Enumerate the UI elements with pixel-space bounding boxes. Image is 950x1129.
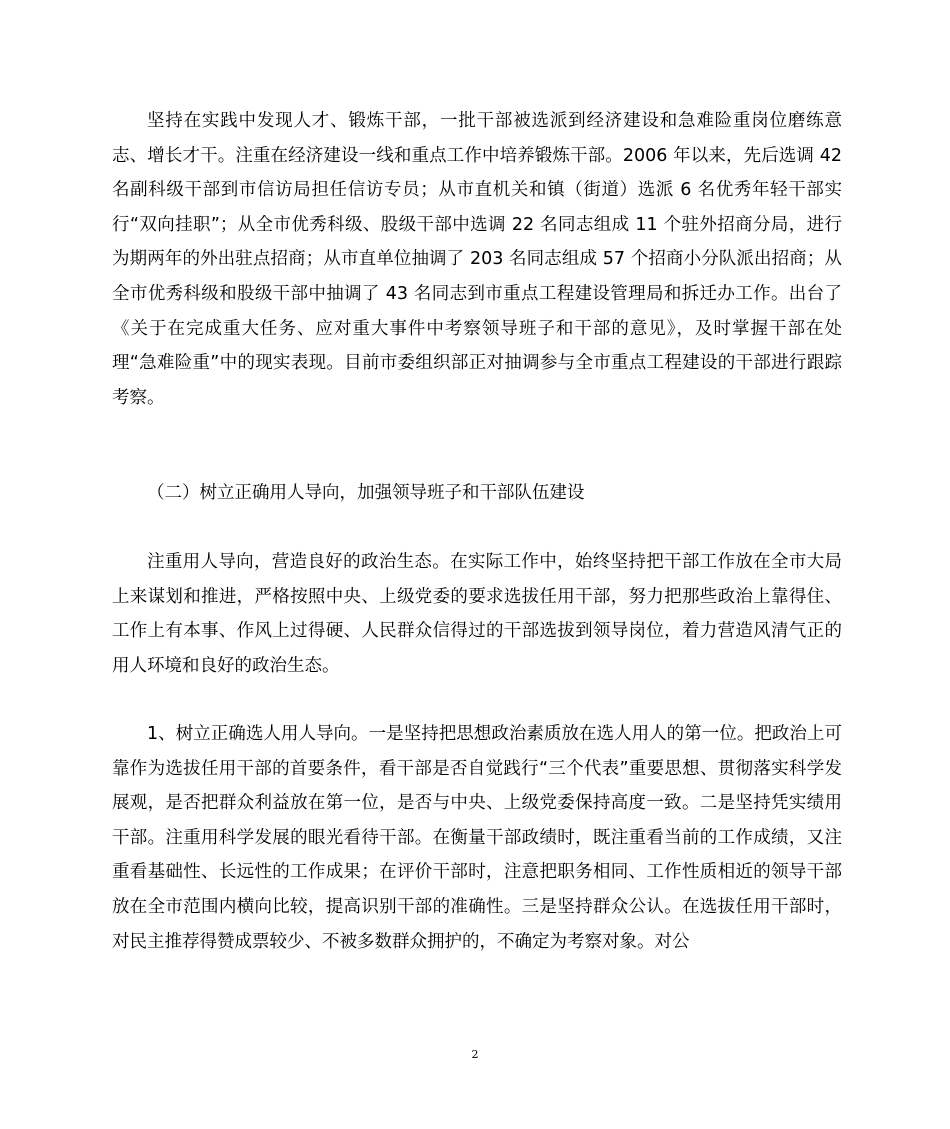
body-paragraph-cadre-training: 坚持在实践中发现人才、锻炼干部，一批干部被选派到经济建设和急难险重岗位磨练意志、增长才干。注重在经济建设一线和重点工作中培养锻炼干部。2006 年以来，先后选调 42 名副科级干部到市信访局担任信访专员；从市直机关和镇（街道）选派 6 名优秀年轻干部实行“双向挂职”；从全市优秀科级、股级干部中选调 22 名同志组成 11 个驻外招商分局，进行为期两年的外出驻点招商；从市直单位抽调了 203 名同志组成 57 个招商小分队派出招商；从全市优秀科级和股级干部中抽调了 43 名同志到市重点工程建设管理局和拆迁办工作。出台了《关于在完成重大任务、应对重大事件中考察领导班子和干部的意见》，及时掌握干部在处理“急难险重”中的现实表现。目前市委组织部正对抽调参与全市重点工程建设的干部进行跟踪考察。 <box>112 111 842 408</box>
body-paragraph-selection-orientation: 1、树立正确选人用人导向。一是坚持把思想政治素质放在选人用人的第一位。把政治上可靠作为选拔任用干部的首要条件，看干部是否自觉践行“三个代表”重要思想、贯彻落实科学发展观，是否把群众利益放在第一位，是否与中央、上级党委保持高度一致。二是坚持凭实绩用干部。注重用科学发展的眼光看待干部。在衡量干部政绩时，既注重看当前的工作成绩，又注重看基础性、长远性的工作成果；在评价干部时，注意把职务相同、工作性质相近的领导干部放在全市范围内横向比较，提高识别干部的准确性。三是坚持群众公认。在选拔任用干部时，对民主推荐得赞成票较少、不被多数群众拥护的，不确定为考察对象。对公 <box>112 724 842 952</box>
section-heading: （二）树立正确用人导向，加强领导班子和干部队伍建设 <box>147 483 585 503</box>
page-number: 2 <box>471 1048 479 1061</box>
body-paragraph-employment-orientation: 注重用人导向，营造良好的政治生态。在实际工作中，始终坚持把干部工作放在全市大局上来谋划和推进，严格按照中央、上级党委的要求选拔任用干部，努力把那些政治上靠得住、工作上有本事、作风上过得硬、人民群众信得过的干部选拔到领导岗位，着力营造风清气正的用人环境和良好的政治生态。 <box>112 552 842 676</box>
